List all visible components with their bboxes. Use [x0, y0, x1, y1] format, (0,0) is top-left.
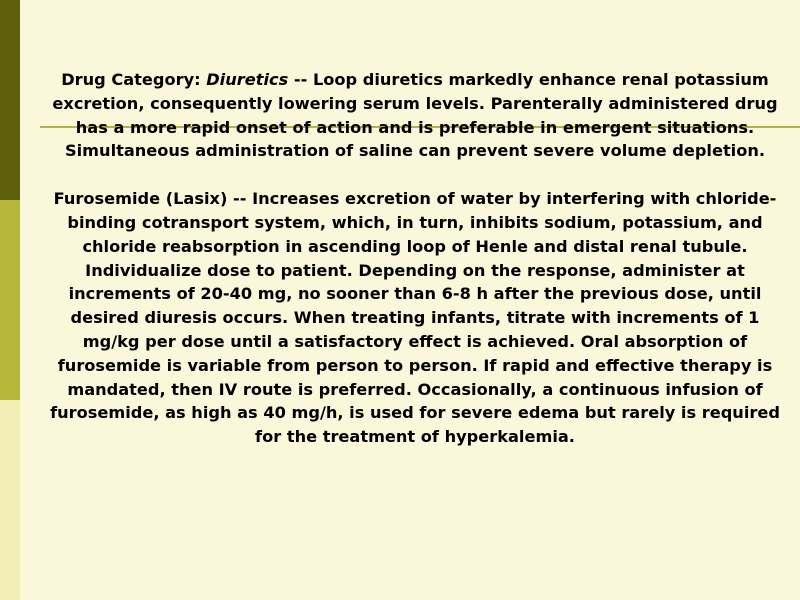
accent-bar-bottom: [0, 400, 20, 600]
accent-bar-top: [0, 0, 20, 200]
accent-bar-middle: [0, 200, 20, 400]
drug-category-paragraph: [50, 68, 780, 163]
drug-category-name: Diuretics: [206, 70, 289, 89]
drug-category-description: -- Loop diuretics markedly enhance renal potassium excretion, consequently lowering serum levels. Parenterally administered drug has a more rapid onset of action and is preferable in emergent situations. Simultaneous administration of saline can prevent severe volume depletion.: [52, 70, 778, 161]
slide-body: [50, 68, 780, 449]
furosemide-paragraph: Furosemide (Lasix) -- Increases excretion of water by interfering with chloride-binding cotransport system, which, in turn, inhibits sodium, potassium, and chloride reabsorption in ascending loop of Henle and distal renal tubule. Individualize dose to patient. Depending on the response, administer at increments of 20-40 mg, no sooner than 6-8 h after the previous dose, until desired diuresis occurs. When treating infants, titrate with increments of 1 mg/kg per dose until a satisfactory effect is achieved. Oral absorption of furosemide is variable from person to person. If rapid and effective therapy is mandated, then IV route is preferred. Occasionally, a continuous infusion of furosemide, as high as 40 mg/h, is used for severe edema but rarely is required for the treatment of hyperkalemia.: [50, 189, 780, 447]
paragraph-spacer: [50, 163, 780, 187]
drug-category-prefix: Drug Category:: [61, 70, 207, 89]
